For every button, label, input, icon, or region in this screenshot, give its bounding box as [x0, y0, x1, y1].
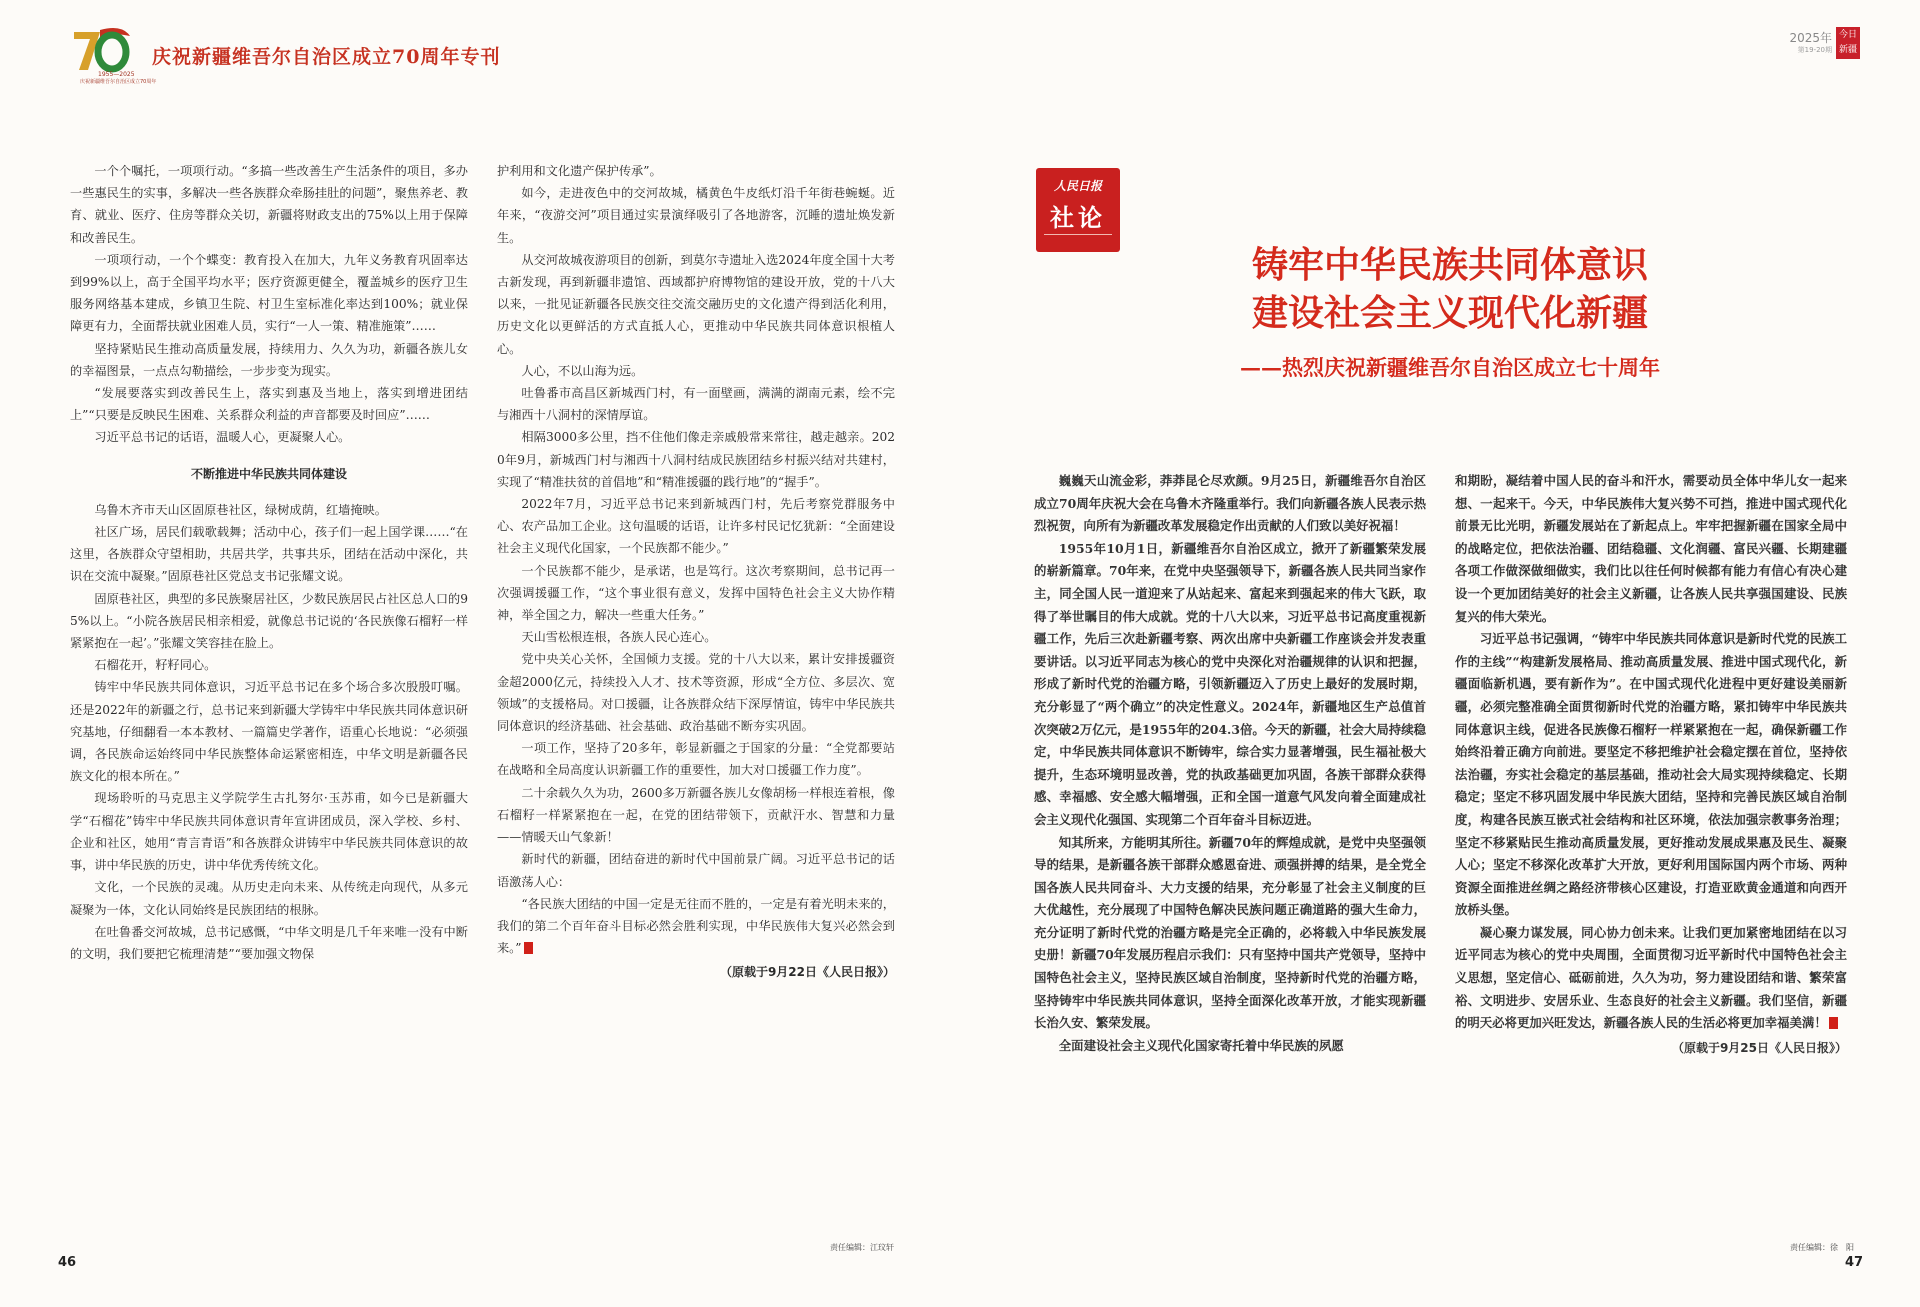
paragraph: 天山雪松根连根，各族人民心连心。 — [521, 630, 717, 645]
paragraph: 和期盼，凝结着中国人民的奋斗和汗水，需要动员全体中华儿女一起来想、一起来干。今天，中华民族伟大复兴势不可挡，推进中国式现代化前景无比光明，新疆发展站在了新起点上。牢牢把握新疆在国家全局中的战略定位，把依法治疆、团结稳疆、文化润疆、富民兴疆、长期建疆各项工作做深做细做实，我们比以往任何时候都有能力有信心有决心建设一个更加团结美好的社会主义新疆，让各族人民共享强国建设、民族复兴的伟大荣光。 — [1455, 473, 1847, 624]
paragraph: 社区广场，居民们载歌载舞；活动中心，孩子们一起上国学课……“在这里，各族群众守望相助，共居共学，共事共乐，团结在活动中深化，共识在交流中凝聚。”固原巷社区党总支书记张耀文说。 — [70, 525, 468, 584]
paragraph: 一个民族都不能少，是承诺，也是笃行。这次考察期间，总书记再一次强调援疆工作，“这个事业很有意义，发挥中国特色社会主义大协作精神，举全国之力，解决一些重大任务。” — [497, 563, 895, 623]
paragraph: 习近平总书记强调，“铸牢中华民族共同体意识是新时代党的民族工作的主线”“构建新发展格局、推动高质量发展、推进中国式现代化，新疆面临新机遇，要有新作为”。在中国式现代化进程中更好建设美丽新疆，必须完整准确全面贯彻新时代党的治疆方略，紧扣铸牢中华民族共同体意识主线，促进各民族像石榴籽一样紧紧抱在一起，确保新疆工作始终沿着正确方向前进。要坚定不移把维护社会稳定摆在首位，坚持依法治疆，夯实社会稳定的基层基础，推动社会大局实现持续稳定、长期稳定；坚定不移巩固发展中华民族大团结，坚持和完善民族区域自治制度，构建各民族互嵌式社会结构和社区环境，依法加强宗教事务治理；坚定不移紧贴民生推动高质量发展，更好推动发展成果惠及民生、凝聚人心；坚定不移深化改革扩大开放，更好利用国际国内两个市场、两种资源全面推进丝绸之路经济带核心区建设，打造亚欧黄金通道和向西开放桥头堡。 — [1455, 631, 1847, 918]
masthead-title: 庆祝新疆维吾尔自治区成立70周年专刊 — [152, 46, 501, 68]
right-page-column-1 — [1034, 470, 1426, 1057]
end-mark-icon — [1829, 1017, 1838, 1029]
source-note: （原载于9月22日《人民日报》） — [719, 965, 895, 980]
issue-ribbon — [1789, 27, 1860, 67]
paragraph: “发展要落实到改善民生上，落实到惠及当地上，落实到增进团结上”“只要是反映民生困难、关系群众利益的声音都要及时回应”…… — [70, 386, 468, 423]
page-number-left: 46 — [58, 1255, 77, 1270]
paragraph: 一个个嘱托，一项项行动。“多搞一些改善生产生活条件的项目，多办一些惠民生的实事，多解决一些各族群众牵肠挂肚的问题”，聚焦养老、教育、就业、医疗、住房等群众关切，新疆将财政支出的75%以上用于保障和改善民生。 — [70, 164, 468, 245]
quote-text: “各民族大团结的中国一定是无往而不胜的，一定是有着光明未来的，我们的第二个百年奋斗目标必然会胜利实现，中华民族伟大复兴必然会到来。” — [497, 896, 895, 956]
right-page-column-2 — [1455, 470, 1847, 1059]
paragraph: 知其所来，方能明其所往。新疆70年的辉煌成就，是党中央坚强领导的结果，是新疆各族干部群众感恩奋进、顽强拼搏的结果，是全党全国各族人民共同奋斗、大力支援的结果，充分彰显了社会主义制度的巨大优越性，充分展现了中国特色解决民族问题正确道路的强大生命力，充分证明了新时代党的治疆方略是完全正确的，必将载入中华民族发展史册！新疆70年发展历程启示我们：只有坚持中国共产党领导，坚持中国特色社会主义，坚持民族区域自治制度，坚持新时代党的治疆方略，坚持铸牢中华民族共同体意识，坚持全面深化改革开放，才能实现新疆长治久安、繁荣发展。 — [1034, 834, 1426, 1031]
left-page-column-2 — [497, 160, 895, 984]
masthead — [70, 26, 630, 85]
page-number-right: 47 — [1845, 1255, 1864, 1270]
svg-text:1955—2025: 1955—2025 — [98, 71, 135, 78]
badge-label: 社论 — [1050, 204, 1106, 232]
paragraph: 党中央关心关怀，全国倾力支援。党的十八大以来，累计安排援疆资金超2000亿元，持续投入人才、技术等资源，形成“全方位、多层次、宽领域”的支援格局。对口援疆，让各族群众结下深厚情谊，铸牢中华民族共同体意识的经济基础、社会基础、政治基础不断夯实巩固。 — [497, 652, 895, 734]
editorial-title — [1060, 242, 1840, 338]
right-page-editor: 责任编辑：徐 阳 — [1790, 1243, 1854, 1252]
badge-newspaper-name: 人民日报 — [1053, 179, 1102, 193]
paragraph: 新时代的新疆，团结奋进的新时代中国前景广阔。习近平总书记的话语激荡人心： — [497, 852, 895, 889]
paragraph: 从交河故城夜游项目的创新，到莫尔寺遗址入选2024年度全国十大考古新发现，再到新疆非遗馆、西域都护府博物馆的建设开放，党的十八大以来，一批见证新疆各民族交往交流交融历史的文化遗产得到活化利用，历史文化以更鲜活的方式直抵人心，更推动中华民族共同体意识根植人心。 — [497, 252, 895, 356]
section-subheading: 不断推进中华民族共同体建设 — [190, 466, 347, 481]
title-line: 建设社会主义现代化新疆 — [1251, 293, 1648, 334]
paragraph: 全面建设社会主义现代化国家寄托着中华民族的夙愿 — [1058, 1037, 1344, 1053]
closing-text: 凝心聚力谋发展，同心协力创未来。让我们更加紧密地团结在以习近平同志为核心的党中央周围，全面贯彻习近平新时代中国特色社会主义思想，坚定信心、砥砺前进，久久为功，努力建设团结和谐、繁荣富裕、文明进步、安居乐业、生态良好的社会主义新疆。我们坚信，新疆的明天必将更加兴旺发达，新疆各族人民的生活必将更加幸福美满！ — [1455, 924, 1847, 1031]
logo-caption: 庆祝新疆维吾尔自治区成立70周年 — [80, 79, 157, 85]
editorial-badge — [1036, 168, 1120, 252]
paragraph: 一项工作，坚持了20多年，彰显新疆之于国家的分量：“全党都要站在战略和全局高度认识新疆工作的重要性，加大对口援疆工作力度”。 — [497, 741, 895, 778]
paragraph: 坚持紧贴民生推动高质量发展，持续用力、久久为功，新疆各族儿女的幸福图景，一点点勾勒描绘，一步步变为现实。 — [70, 341, 468, 378]
paragraph — [1455, 922, 1847, 1035]
source-note: （原载于9月25日《人民日报》） — [1671, 1040, 1847, 1055]
paragraph: 相隔3000多公里，挡不住他们像走亲戚般常来常往，越走越亲。2020年9月，新城西门村与湘西十八洞村结成民族团结乡村振兴结对共建村，实现了“精准扶贫的首倡地”和“精准援疆的践行地”的“握手”。 — [497, 430, 895, 489]
paragraph: 文化，一个民族的灵魂。从历史走向未来、从传统走向现代，从多元凝聚为一体，文化认同始终是民族团结的根脉。 — [70, 880, 468, 917]
paragraph: 习近平总书记的话语，温暖人心，更凝聚人心。 — [94, 430, 351, 445]
end-mark-icon — [524, 942, 533, 954]
paragraph: 巍巍天山流金彩，莽莽昆仑尽欢颜。9月25日，新疆维吾尔自治区成立70周年庆祝大会在乌鲁木齐隆重举行。我们向新疆各族人民表示热烈祝贺，向所有为新疆改革发展稳定作出贡献的人们致以美好祝福！ — [1034, 473, 1426, 534]
paragraph: 二十余载久久为功，2600多万新疆各族儿女像胡杨一样根连着根，像石榴籽一样紧紧抱在一起，在党的团结带领下，贡献汗水、智慧和力量——情暖天山气象新！ — [497, 785, 895, 845]
paragraph: 石榴花开，籽籽同心。 — [94, 658, 217, 673]
left-page-editor: 责任编辑：江玟轩 — [830, 1243, 894, 1252]
paragraph: 固原巷社区，典型的多民族聚居社区，少数民族居民占社区总人口的95%以上。“小院各族居民相亲相爱，就像总书记说的‘各民族像石榴籽一样紧紧抱在一起’。”张耀文笑容挂在脸上。 — [70, 591, 468, 651]
issue-number: 第19-20期 — [1797, 46, 1832, 54]
brand-badge: 今日新疆 — [1836, 27, 1860, 59]
paragraph: 护利用和文化遗产保护传承”。 — [497, 164, 662, 178]
paragraph: 一项项行动，一个个蝶变：教育投入在加大，九年义务教育巩固率达到99%以上，高于全国平均水平；医疗资源更健全，覆盖城乡的医疗卫生服务网络基本建成，乡镇卫生院、村卫生室标准化率达到100%；就业保障更有力，全面帮扶就业困难人员，实行“一人一策、精准施策”…… — [70, 252, 468, 334]
paragraph: 吐鲁番市高昌区新城西门村，有一面壁画，满满的湖南元素，绘不完与湘西十八洞村的深情厚谊。 — [497, 386, 895, 423]
paragraph: 现场聆听的马克思主义学院学生古扎努尔·玉苏甫，如今已是新疆大学“石榴花”铸牢中华民族共同体意识青年宣讲团成员，深入学校、乡村、企业和社区，她用“青言青语”和各族群众讲铸牢中华民族共同体意识的故事，讲中华民族的历史，讲中华优秀传统文化。 — [70, 791, 468, 873]
anniversary-70-logo-icon — [70, 26, 138, 78]
paragraph: 在吐鲁番交河故城，总书记感慨，“中华文明是几千年来唯一没有中断的文明，我们要把它梳理清楚”“要加强文物保 — [70, 924, 468, 961]
paragraph: 人心，不以山海为远。 — [521, 363, 644, 378]
paragraph: 2022年7月，习近平总书记来到新城西门村，先后考察党群服务中心、农产品加工企业。这句温暖的话语，让许多村民记忆犹新：“全面建设社会主义现代化国家，一个民族都不能少。” — [497, 497, 895, 556]
left-page-column-1 — [70, 160, 468, 965]
paragraph: 如今，走进夜色中的交河故城，橘黄色牛皮纸灯沿千年街巷蜿蜒。近年来，“夜游交河”项目通过实景演绎吸引了各地游客，沉睡的遗址焕发新生。 — [497, 186, 895, 245]
editorial-subtitle: ——热烈庆祝新疆维吾尔自治区成立七十周年 — [1240, 355, 1660, 380]
paragraph — [497, 893, 895, 960]
paragraph: 1955年10月1日，新疆维吾尔自治区成立，掀开了新疆繁荣发展的崭新篇章。70年来，在党中央坚强领导下，新疆各族人民共同当家作主，同全国人民一道迎来了从站起来、富起来到强起来的伟大飞跃，取得了举世瞩目的伟大成就。党的十八大以来，习近平总书记高度重视新疆工作，先后三次赴新疆考察、两次出席中央新疆工作座谈会并发表重要讲话。以习近平同志为核心的党中央深化对治疆规律的认识和把握，形成了新时代党的治疆方略，引领新疆迈入了历史上最好的发展时期，充分彰显了“两个确立”的决定性意义。2024年，新疆地区生产总值首次突破2万亿元，是1955年的204.3倍。今天的新疆，社会大局持续稳定，中华民族共同体意识不断铸牢，综合实力显著增强，民生福祉极大提升，生态环境明显改善，党的执政基础更加巩固，各族干部群众获得感、幸福感、安全感大幅增强，正和全国一道意气风发向着全面建成社会主义现代化强国、实现第二个百年奋斗目标迈进。 — [1034, 540, 1426, 827]
paragraph: 乌鲁木齐市天山区固原巷社区，绿树成荫，红墙掩映。 — [94, 502, 387, 517]
title-line: 铸牢中华民族共同体意识 — [1251, 245, 1648, 286]
paragraph: 铸牢中华民族共同体意识，习近平总书记在多个场合多次殷殷叮嘱。还是2022年的新疆之行，总书记来到新疆大学铸牢中华民族共同体意识研究基地，仔细翻看一本本教材、一篇篇史学著作，语重心长地说：“必须强调，各民族命运始终同中华民族整体命运紧密相连，中华文明是新疆各民族文化的根本所在。” — [70, 680, 468, 784]
issue-year: 2025年 — [1789, 31, 1832, 45]
